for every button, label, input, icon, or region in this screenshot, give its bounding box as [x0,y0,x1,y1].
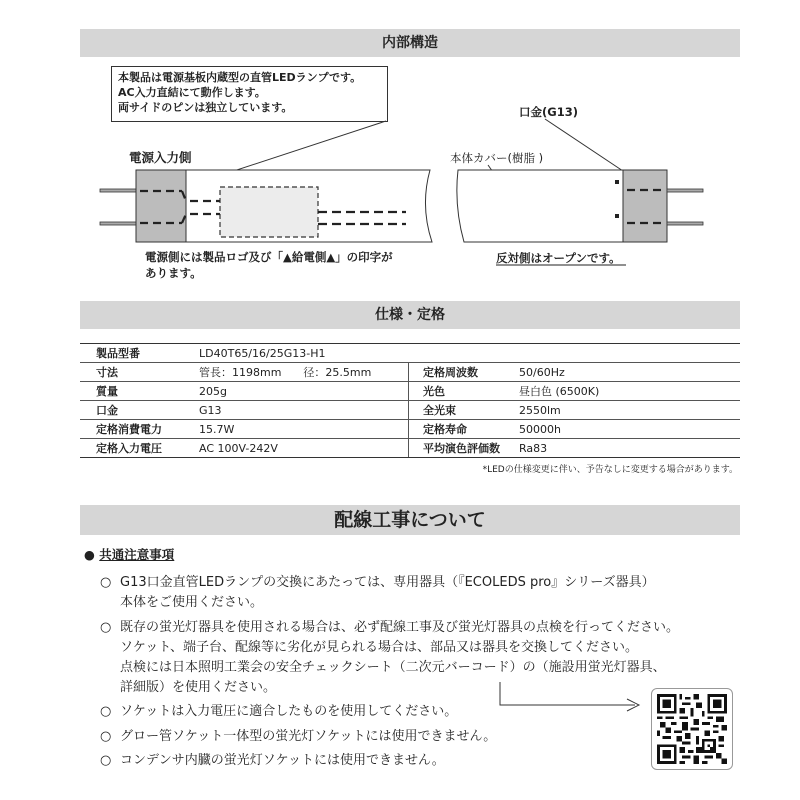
base-label: 口金(G13) [519,105,578,119]
spec-key: 平均演色評価数 [409,439,504,458]
spec-value: LD40T65/16/25G13-H1 [183,344,740,363]
bullet-icon: ● [84,547,100,562]
spec-value: 205g [183,382,409,401]
qr-code-icon [657,694,727,764]
table-row [80,363,740,382]
spec-table [80,343,740,458]
left-pin-top [100,189,136,192]
spec-key: 光色 [409,382,504,401]
circle-icon: ○ [100,620,112,635]
table-row [80,401,740,420]
spec-value: 50000h [503,420,740,439]
list-item: ○ ソケットは入力電圧に適合したものを使用してください。 [100,702,457,722]
section-header-wiring: 配線工事について [80,505,740,535]
spec-value: 管長：1198mm 径：25.5mm [183,363,409,382]
spec-key: 定格周波数 [409,363,504,382]
spec-key: 全光束 [409,401,504,420]
circle-icon: ○ [100,575,112,590]
power-side-label: 電源入力側 [129,150,192,165]
spec-key: 定格寿命 [409,420,504,439]
spec-value: 昼白色 (6500K) [503,382,740,401]
spec-footnote: *LEDの仕様変更に伴い、予告なしに変更する場合があります。 [482,465,738,475]
notice-line: 両サイドのピンは独立しています。 [118,101,293,114]
left-endcap [136,170,186,242]
spec-value: Ra83 [503,439,740,458]
qr-code-frame [651,688,733,770]
table-row [80,344,740,363]
spec-key: 口金 [80,401,183,420]
spec-value: 15.7W [183,420,409,439]
right-pin-bottom [667,222,703,225]
notice-line: AC入力直結にて動作します。 [118,86,266,99]
notice-line: 本製品は電源基板内蔵型の直管LEDランプです。 [118,71,362,84]
common-notes-heading: ● 共通注意事項 [84,547,175,562]
spec-key: 寸法 [80,363,183,382]
circle-icon: ○ [100,753,112,768]
spec-value: G13 [183,401,409,420]
list-item: ○ グロー管ソケット一体型の蛍光灯ソケットには使用できません。 [100,727,496,747]
table-row [80,439,740,458]
list-item: ○ G13口金直管LEDランプの交換にあたっては、専用器具（『ECOLEDS pro』シリーズ器具） 本体をご使用ください。 [100,575,655,610]
cover-label: 本体カバー(樹脂 ) [450,151,544,165]
power-board-box [220,187,318,237]
table-row [80,382,740,401]
list-item: ○ コンデンサ内臓の蛍光灯ソケットには使用できません。 [100,751,445,771]
list-item: ○ 既存の蛍光灯器具を使用される場合は、必ず配線工事及び蛍光灯器具の点検を行ってください。 ソケット、端子台、配線等に劣化が見られる場合は、部品又は器具を交換してください。 点検には日本照明工業会の安全チェックシート（二次元バーコード）の（施設用蛍光灯器具、 詳細版）を使用ください。 [100,620,680,695]
power-side-note: 電源側には製品ロゴ及び「▲給電側▲」の印字が あります。 [145,250,393,280]
spec-value: 2550lm [503,401,740,420]
table-row [80,420,740,439]
right-pin-top [667,189,703,192]
lamp-structure-diagram [0,0,800,300]
tube-right-part [457,170,623,242]
opposite-side-note: 反対側はオープンです。 [496,251,621,265]
section-header-specifications: 仕様・定格 [80,301,740,329]
right-endcap [623,170,667,242]
arrow-to-qr-icon [495,680,655,720]
spec-key: 定格消費電力 [80,420,183,439]
spec-key: 製品型番 [80,344,183,363]
section-header-internal-structure: 内部構造 [80,29,740,57]
circle-icon: ○ [100,704,112,719]
spec-value: 50/60Hz [503,363,740,382]
circle-icon: ○ [100,729,112,744]
spec-key: 定格入力電圧 [80,439,183,458]
base-pointer-line [545,119,632,177]
spec-key: 質量 [80,382,183,401]
spec-value: AC 100V-242V [183,439,409,458]
left-pin-bottom [100,222,136,225]
